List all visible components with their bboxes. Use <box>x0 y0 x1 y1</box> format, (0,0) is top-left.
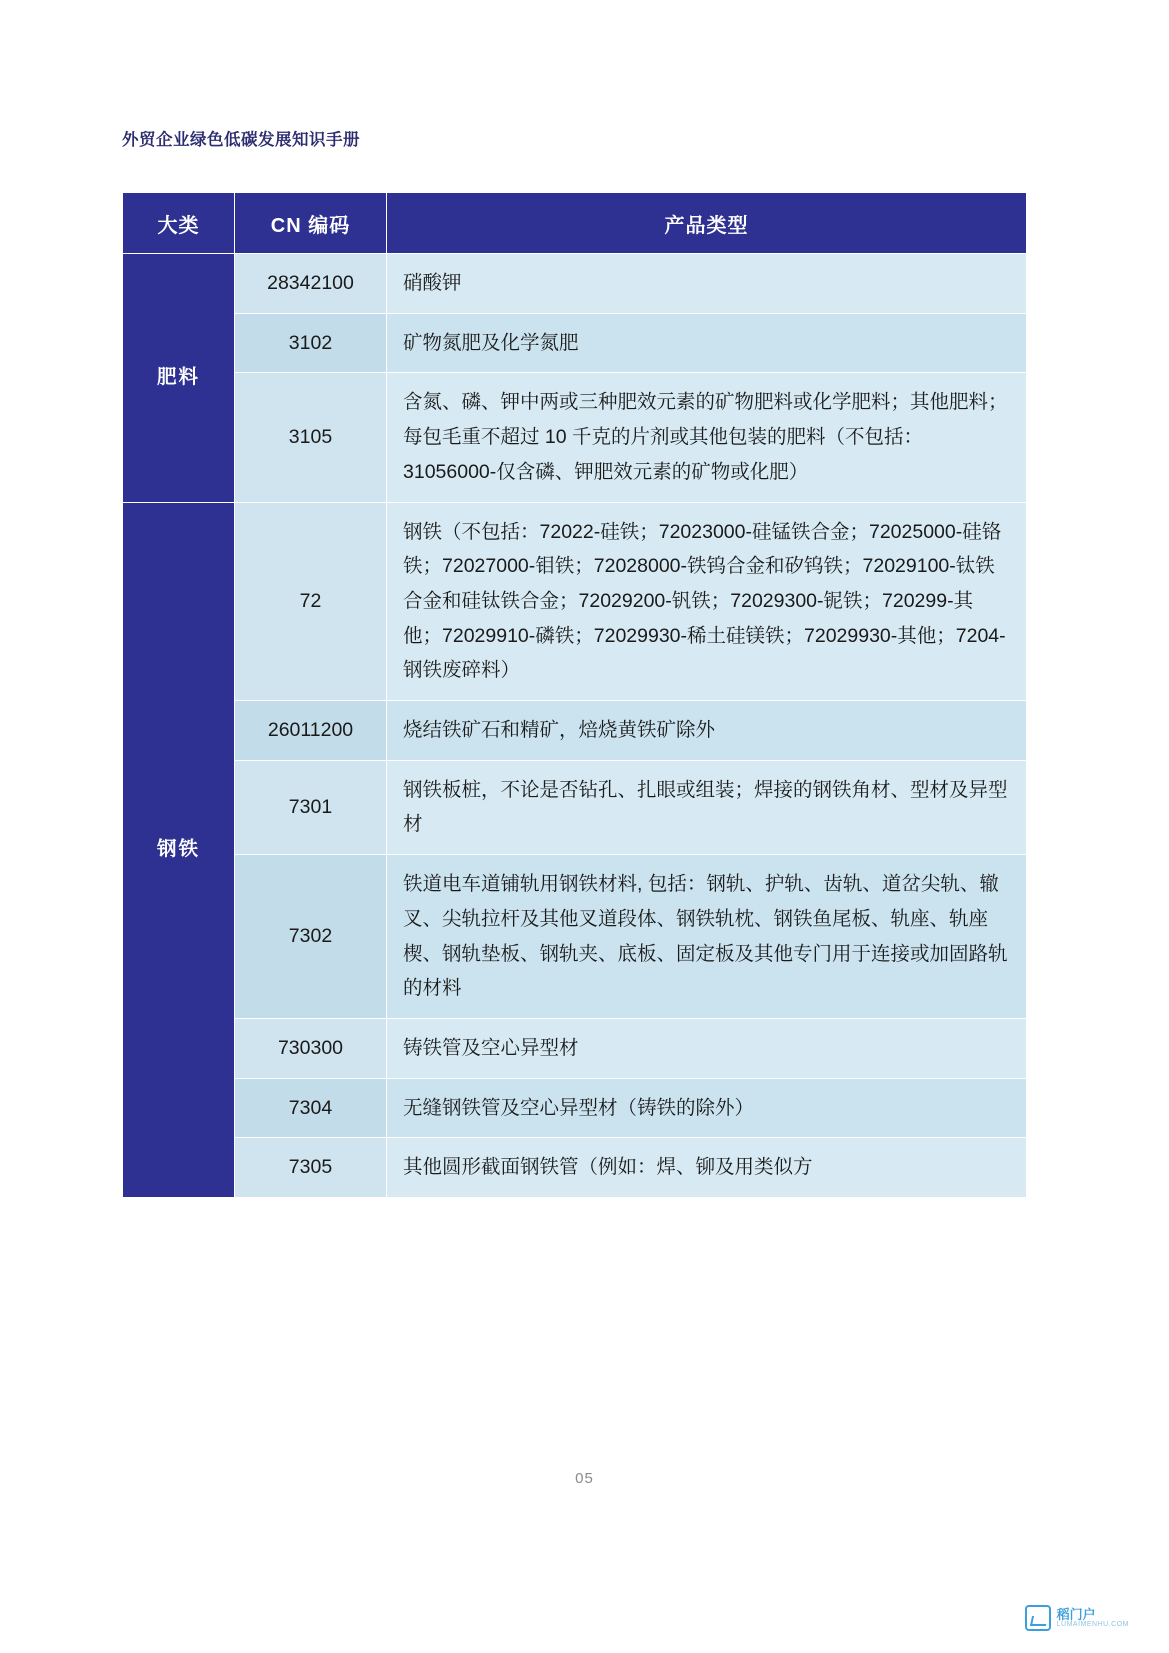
header-product-type: 产品类型 <box>387 193 1027 254</box>
code-cell: 26011200 <box>235 701 387 761</box>
page-number: 05 <box>575 1470 594 1487</box>
code-cell: 28342100 <box>235 254 387 314</box>
desc-cell: 钢铁（不包括：72022-硅铁；72023000-硅锰铁合金；72025000-硅铬铁；72027000-钼铁；72028000-铁钨合金和矽钨铁；72029100-钛铁合金和硅钛铁合金；72029200-钒铁；72029300-铌铁；720299-其他；72029910-磷铁；72029930-稀土硅镁铁；72029930-其他；7204-钢铁废碎料） <box>387 502 1027 701</box>
watermark-main-label: 稻门户 <box>1056 1606 1096 1622</box>
desc-cell: 无缝钢铁管及空心异型材（铸铁的除外） <box>387 1078 1027 1138</box>
category-cell-steel: 钢铁 <box>123 502 235 1198</box>
table-row <box>123 1018 1027 1078</box>
desc-cell: 矿物氮肥及化学氮肥 <box>387 313 1027 373</box>
table-row <box>123 373 1027 502</box>
table-row <box>123 502 1027 701</box>
desc-cell: 硝酸钾 <box>387 254 1027 314</box>
code-cell: 3102 <box>235 313 387 373</box>
code-cell: 72 <box>235 502 387 701</box>
desc-cell: 其他圆形截面钢铁管（例如：焊、铆及用类似方 <box>387 1138 1027 1198</box>
table-header-row <box>123 193 1027 254</box>
watermark-logo-icon <box>1025 1605 1051 1631</box>
code-cell: 3105 <box>235 373 387 502</box>
watermark-sub-label: LUMAIMENHU.COM <box>1056 1621 1129 1629</box>
header-cn-code: CN 编码 <box>235 193 387 254</box>
table-row <box>123 760 1027 854</box>
desc-cell: 铸铁管及空心异型材 <box>387 1018 1027 1078</box>
table-row <box>123 1078 1027 1138</box>
category-cell-fertilizer: 肥料 <box>123 254 235 503</box>
watermark <box>1025 1605 1129 1631</box>
desc-cell: 铁道电车道铺轨用钢铁材料, 包括：钢轨、护轨、齿轨、道岔尖轨、辙叉、尖轨拉杆及其他叉道段体、钢铁轨枕、钢铁鱼尾板、轨座、轨座楔、钢轨垫板、钢轨夹、底板、固定板及其他专门用于连接或加固路轨的材料 <box>387 855 1027 1019</box>
desc-cell: 含氮、磷、钾中两或三种肥效元素的矿物肥料或化学肥料；其他肥料；每包毛重不超过 10 千克的片剂或其他包装的肥料（不包括：31056000-仅含磷、钾肥效元素的矿物或化肥） <box>387 373 1027 502</box>
table-row <box>123 1138 1027 1198</box>
code-cell: 730300 <box>235 1018 387 1078</box>
code-cell: 7305 <box>235 1138 387 1198</box>
cn-code-table <box>122 192 1027 1198</box>
table-row <box>123 855 1027 1019</box>
table-row <box>123 313 1027 373</box>
header-category: 大类 <box>123 193 235 254</box>
desc-cell: 烧结铁矿石和精矿，焙烧黄铁矿除外 <box>387 701 1027 761</box>
code-cell: 7304 <box>235 1078 387 1138</box>
code-cell: 7301 <box>235 760 387 854</box>
table-row <box>123 254 1027 314</box>
watermark-text <box>1057 1608 1129 1629</box>
code-cell: 7302 <box>235 855 387 1019</box>
desc-cell: 钢铁板桩，不论是否钻孔、扎眼或组装；焊接的钢铁角材、型材及异型材 <box>387 760 1027 854</box>
running-head: 外贸企业绿色低碳发展知识手册 <box>122 131 360 149</box>
table-row <box>123 701 1027 761</box>
